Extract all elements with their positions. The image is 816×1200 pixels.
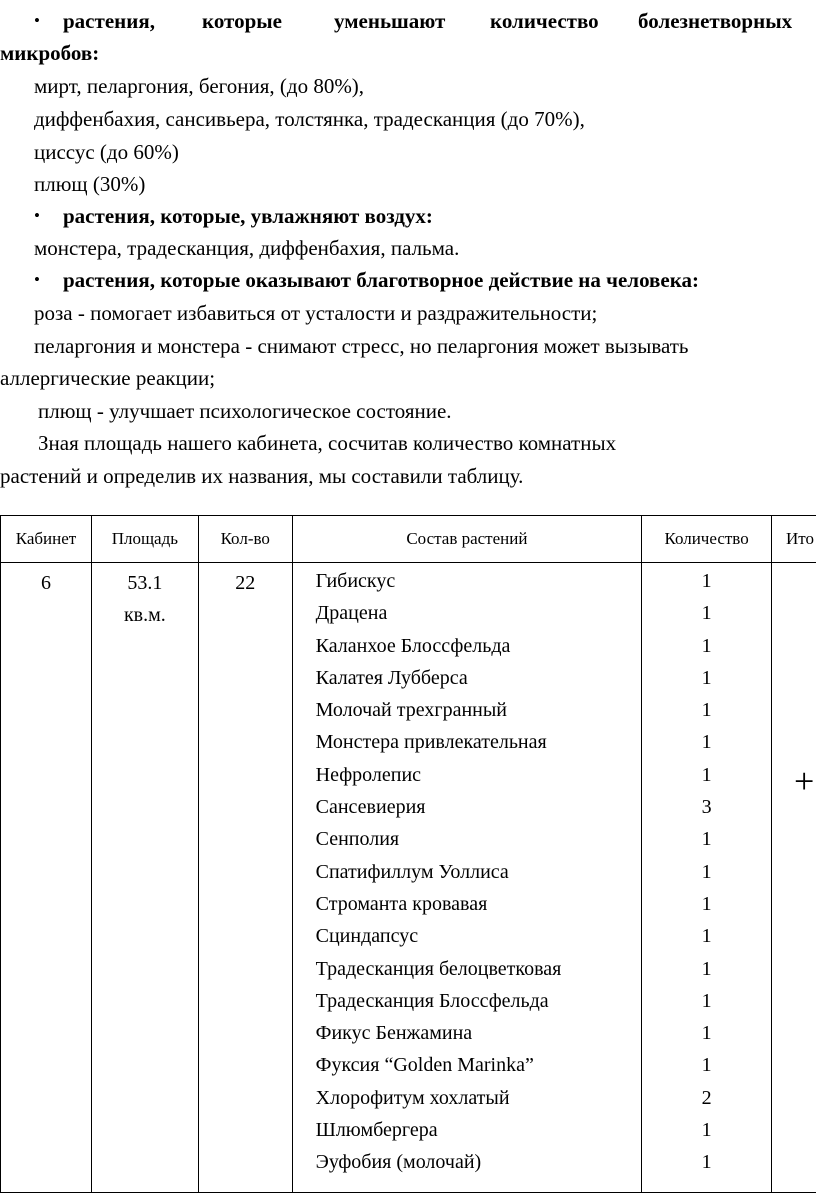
cell-quantities xyxy=(642,563,772,1193)
section1-heading-word3: уменьшают xyxy=(334,9,446,33)
list-item: Сансевиерия xyxy=(315,796,426,819)
section3-line: пеларгония и монстера - снимают стресс, но пеларгония может вызывать xyxy=(34,334,689,358)
list-item: Эуфобия (молочай) xyxy=(315,1151,482,1174)
section3-line: аллергические реакции; xyxy=(0,366,216,390)
area-unit: кв.м. xyxy=(123,604,166,626)
list-item: 1 xyxy=(701,666,712,689)
intro-line: Зная площадь нашего кабинета, сосчитав количество комнатных xyxy=(38,431,617,455)
list-item: 1 xyxy=(701,957,712,980)
plants-table-wrapper xyxy=(0,515,816,1193)
list-item: 1 xyxy=(701,989,712,1012)
list-item: 1 xyxy=(701,602,712,625)
section1-heading-word5: болезнетворных xyxy=(638,9,793,33)
quantity-list xyxy=(642,563,771,1179)
cabinet-value: 6 xyxy=(40,572,51,594)
list-item: 1 xyxy=(701,699,712,722)
bullet-icon: • xyxy=(34,206,40,225)
list-item: 2 xyxy=(701,1086,712,1109)
section2-heading: растения, которые, увлажняют воздух: xyxy=(63,204,433,228)
list-item: Традесканция Блоссфельда xyxy=(315,989,549,1012)
bullet-icon: • xyxy=(34,11,40,30)
list-item: Монстера привлекательная xyxy=(315,731,547,754)
section3-line: плющ - улучшает психологическое состояние. xyxy=(38,399,452,423)
header-area: Площадь xyxy=(91,516,198,563)
section2-line: монстера, традесканция, диффенбахия, пальма. xyxy=(34,236,460,260)
section1-heading-word2: которые xyxy=(202,9,282,33)
table-row xyxy=(1,563,816,1193)
list-item: Строманта кровавая xyxy=(315,892,488,915)
section1-heading-word4: количество xyxy=(490,9,599,33)
list-item: 1 xyxy=(701,1151,712,1174)
list-item: Шлюмбергера xyxy=(315,1119,438,1142)
list-item: 1 xyxy=(701,892,712,915)
list-item: 3 xyxy=(701,796,712,819)
header-total: Ито xyxy=(772,516,816,563)
list-item: 1 xyxy=(701,731,712,754)
list-item: 1 xyxy=(701,570,712,592)
list-item: 1 xyxy=(701,1054,712,1077)
list-item: Сциндапсус xyxy=(315,925,419,948)
bullet-icon: • xyxy=(34,270,40,289)
header-quantity: Количество xyxy=(642,516,772,563)
list-item: Фикус Бенжамина xyxy=(315,1022,473,1045)
list-item: Традесканция белоцветковая xyxy=(315,957,562,980)
section1-heading-word1: растения, xyxy=(63,9,155,33)
list-item: 1 xyxy=(701,634,712,657)
cell-plants xyxy=(292,563,642,1193)
plants-list xyxy=(293,563,642,1179)
list-item: 1 xyxy=(701,1119,712,1142)
section1-line: мирт, пеларгония, бегония, (до 80%), xyxy=(34,74,365,98)
count-value: 22 xyxy=(235,572,256,594)
list-item: 1 xyxy=(701,925,712,948)
list-item: Спатифиллум Уоллиса xyxy=(315,860,509,883)
section1-heading-cont: микробов: xyxy=(0,41,100,65)
list-item: Каланхое Блоссфельда xyxy=(315,634,511,657)
plants-table xyxy=(0,515,816,1193)
total-mark: + xyxy=(794,761,815,801)
list-item: 1 xyxy=(701,828,712,851)
header-count: Кол-во xyxy=(198,516,292,563)
list-item: Сенполия xyxy=(315,828,400,851)
list-item: Гибискус xyxy=(315,570,396,592)
list-item: Нефролепис xyxy=(315,763,422,786)
intro-line: растений и определив их названия, мы составили таблицу. xyxy=(0,464,524,488)
cell-cabinet xyxy=(1,563,92,1193)
list-item: 1 xyxy=(701,763,712,786)
list-item: Драцена xyxy=(315,602,388,625)
header-cabinet: Кабинет xyxy=(1,516,92,563)
list-item: 1 xyxy=(701,1022,712,1045)
table-header-row xyxy=(1,516,816,563)
section3-line: роза - помогает избавиться от усталости и раздражительности; xyxy=(34,301,598,325)
header-plants: Состав растений xyxy=(292,516,642,563)
cell-area xyxy=(91,563,198,1193)
area-value: 53.1 xyxy=(127,572,163,594)
section3-heading: растения, которые оказывают благотворное действие на человека: xyxy=(63,268,699,292)
list-item: Фуксия “Golden Marinka” xyxy=(315,1054,534,1077)
section1-line: циссус (до 60%) xyxy=(34,140,179,164)
cell-total xyxy=(772,563,816,1193)
list-item: Хлорофитум хохлатый xyxy=(315,1086,510,1109)
list-item: Калатея Лубберса xyxy=(315,666,468,689)
list-item: Молочай трехгранный xyxy=(315,699,507,722)
section1-line: плющ (30%) xyxy=(34,172,146,196)
section1-line: диффенбахия, сансивьера, толстянка, традесканция (до 70%), xyxy=(34,107,585,131)
list-item: 1 xyxy=(701,860,712,883)
cell-count xyxy=(198,563,292,1193)
